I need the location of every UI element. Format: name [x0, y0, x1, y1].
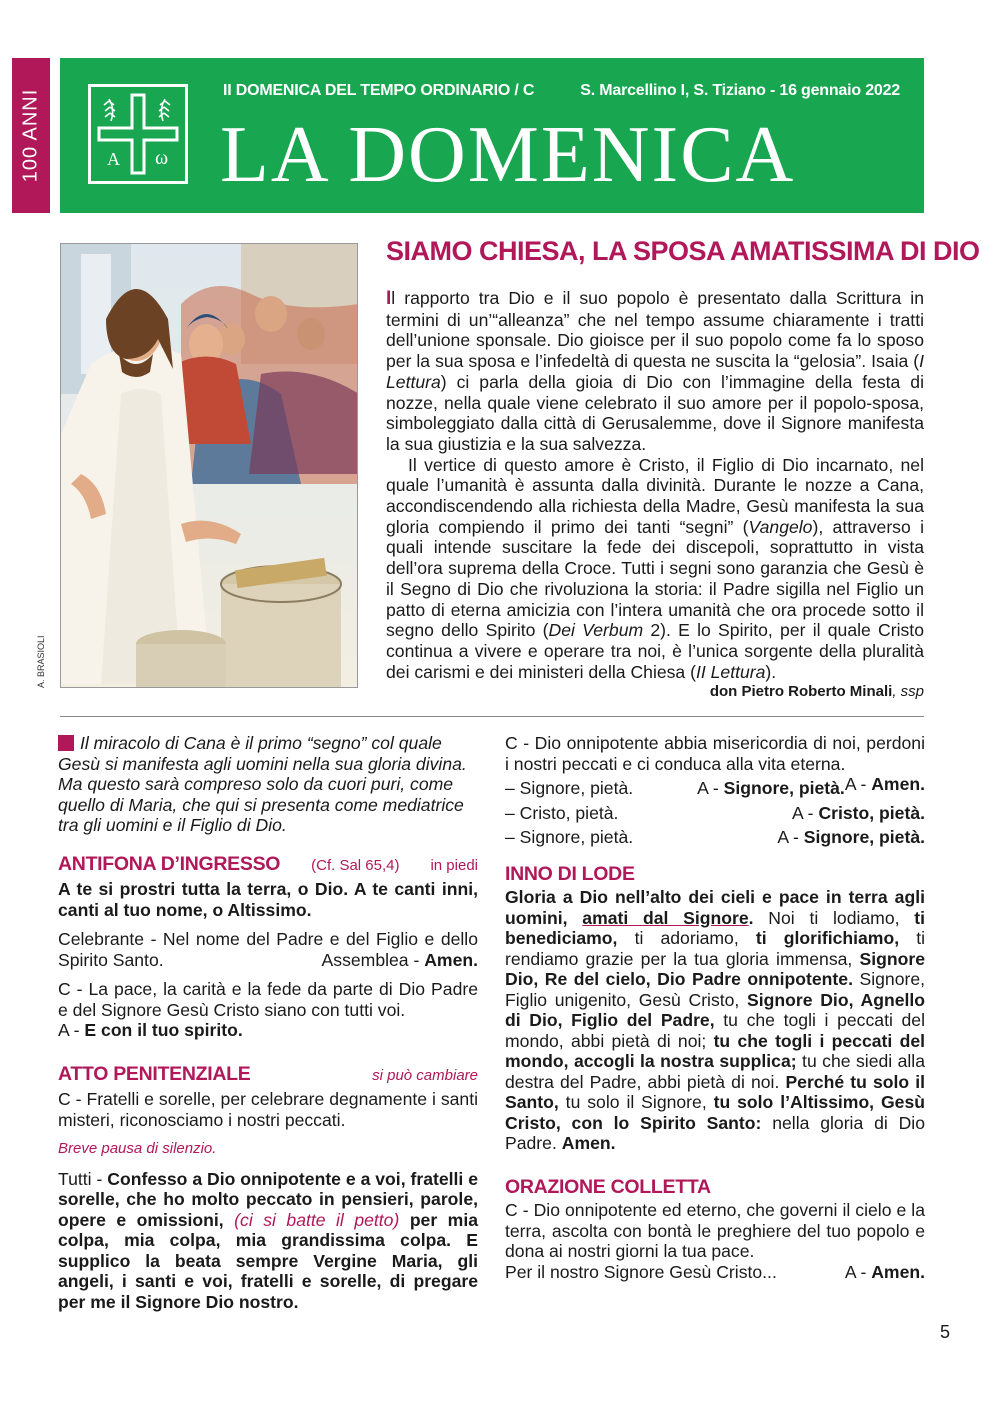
atto-header [58, 1064, 478, 1087]
wedding-at-cana-illustration [60, 243, 358, 688]
kyrie-row: – Signore, pietà. A - Signore, pietà. [505, 827, 925, 847]
inno-header [505, 864, 925, 885]
kyrie-row: – Signore, pietà. A - Signore, pietà. [505, 778, 845, 798]
right-column [505, 733, 925, 1282]
atto-title: ATTO PENITENZIALE [58, 1062, 251, 1085]
celebrante-greeting: Celebrante - Nel nome del Padre e del Figlio e dello Spirito Santo. Assemblea - Amen. [58, 929, 478, 970]
anniversary-label: 100 ANNI [19, 88, 42, 183]
left-column [58, 733, 478, 1321]
section-divider [60, 716, 924, 717]
antifona-title: ANTIFONA D’INGRESSO [58, 852, 281, 875]
colletta-header [505, 1177, 925, 1198]
saluto: C - La pace, la carità e la fede da parte di Dio Padre e del Signore Gesù Cristo siano con tutti voi. A - E con il tuo spirito. [58, 979, 478, 1040]
article-headline: SIAMO CHIESA, LA SPOSA AMATISSIMA DI DIO [386, 236, 980, 266]
inno-title: INNO DI LODE [505, 862, 635, 885]
atto-invito: C - Fratelli e sorelle, per celebrare degnamente i santi misteri, riconosciamo i nostri peccati. [58, 1089, 478, 1130]
liturgical-day: II DOMENICA DEL TEMPO ORDINARIO / C [223, 82, 535, 99]
cross-logo-icon [88, 84, 188, 184]
colletta-text: C - Dio onnipotente ed eterno, che governi il cielo e la terra, ascolta con bontà le preghiere del tuo popolo e dona ai nostri giorni la tua pace. [505, 1200, 925, 1261]
article-body [386, 288, 924, 703]
page-title: LA DOMENICA [220, 111, 796, 199]
square-bullet-icon [58, 735, 74, 751]
author-signature: don Pietro Roberto Minali, ssp [709, 683, 924, 701]
assoluzione: C - Dio onnipotente abbia misericordia di noi, perdoni i nostri peccati e ci conduca alla vita eterna. A - Amen. [505, 733, 925, 794]
article-paragraph-2: Il vertice di questo amore è Cristo, il Figlio di Dio incarnato, nel quale l’umanità è assunta dalla divinità. Durante le nozze a Cana, accondiscendendo alla richiesta della Madre, Gesù manifesta la sua gloria compiendo il primo dei tanti “segni” (Vangelo), attraverso i quali intende suscitare la fede dei discepoli, soprattutto in vista dell’ora suprema della Croce. Tutti i segni sono garanzia che Gesù è il Segno di Dio che rivoluziona la storia: il Padre sigilla nel Figlio un patto di eterna amicizia con l’intera umanità che ora procede sotto il segno dello Spirito (Dei Verbum 2). E lo Spirito, per il quale Cristo continua a vivere e operare tra noi, è l’unica sorgente della pluralità dei carismi e dei ministeri della Chiesa (II Lettura). don Pietro Roberto Minali, ssp [386, 455, 924, 683]
omega-letter: ω [155, 147, 169, 169]
illustration-credit: A. BRASIOLI [36, 635, 46, 688]
alpha-letter: A [107, 149, 120, 169]
article-paragraph-1: Il rapporto tra Dio e il suo popolo è presentato dalla Scrittura in termini di un’“alleanza” che nel tempo assume chiaramente i tratti dell’unione sponsale. Dio gioisce per il suo popolo come fa lo sposo per la sua sposa e l’infedeltà di questa ne suscita la “gelosia”. Isaia (I Lettura) ci parla della gioia di Dio con l’immagine della festa di nozze, nella quale viene celebrato il suo amore per il popolo-sposa, simboleggiato dalla città di Gerusalemme, dove il Signore manifesta la sua giustizia e la sua salvezza. [386, 288, 924, 454]
saints-date: S. Marcellino I, S. Tiziano - 16 gennaio 2022 [580, 82, 900, 99]
antifona-ref: (Cf. Sal 65,4) [311, 856, 400, 874]
intro-text: Il miracolo di Cana è il primo “segno” col quale Gesù si manifesta agli uomini nella sua gloria divina. Ma questo sarà compreso solo da cuori puri, come quello di Maria, che qui si presenta come mediatrice tra gli uomini e il Figlio di Dio. [58, 733, 467, 835]
atto-note: si può cambiare [372, 1066, 478, 1084]
antifona-posture: in piedi [430, 856, 478, 874]
pausa-rubric: Breve pausa di silenzio. [58, 1140, 217, 1157]
gloria-text: Gloria a Dio nell’alto dei cieli e pace in terra agli uomini, amati dal Signore. Noi ti lodiamo, ti benediciamo, ti adoriamo, ti glorifichiamo, ti rendiamo grazie per la tua gloria immensa, Signore Dio, Re del cielo, Dio Padre onnipotente. Signore, Figlio unigenito, Gesù Cristo, Signore Dio, Agnello di Dio, Figlio del Padre, tu che togli i peccati del mondo, abbi pietà di noi; tu che togli i peccati del mondo, accogli la nostra supplica; tu che siedi alla destra del Padre, abbi pietà di noi. Perché tu solo il Santo, tu solo il Signore, tu solo l’Altissimo, Gesù Cristo, con lo Spirito Santo: nella gloria di Dio Padre. Amen. [505, 887, 926, 1153]
page-number: 5 [940, 1322, 951, 1342]
kyrie-row: – Cristo, pietà. A - Cristo, pietà. [505, 802, 925, 823]
colletta-title: ORAZIONE COLLETTA [505, 1175, 711, 1198]
antifona-header [58, 854, 478, 877]
drop-cap: I [386, 288, 392, 309]
anniversary-tab [12, 58, 50, 213]
colletta-closing: Per il nostro Signore Gesù Cristo... A - Amen. [505, 1261, 925, 1282]
antifona-text: A te si prostri tutta la terra, o Dio. A te canti inni, canti al tuo nome, o Altissimo. [58, 879, 478, 920]
confesso-prayer: Tutti - Confesso a Dio onnipotente e a voi, fratelli e sorelle, che ho molto peccato in pensieri, parole, opere e omissioni, (ci si batte il petto) per mia colpa, mia colpa, mia grandissima colpa. E supplico la beata sempre Vergine Maria, gli angeli, i santi e voi, fratelli e sorelle, di pregare per me il Signore Dio nostro. [58, 1168, 478, 1312]
masthead [60, 58, 924, 213]
